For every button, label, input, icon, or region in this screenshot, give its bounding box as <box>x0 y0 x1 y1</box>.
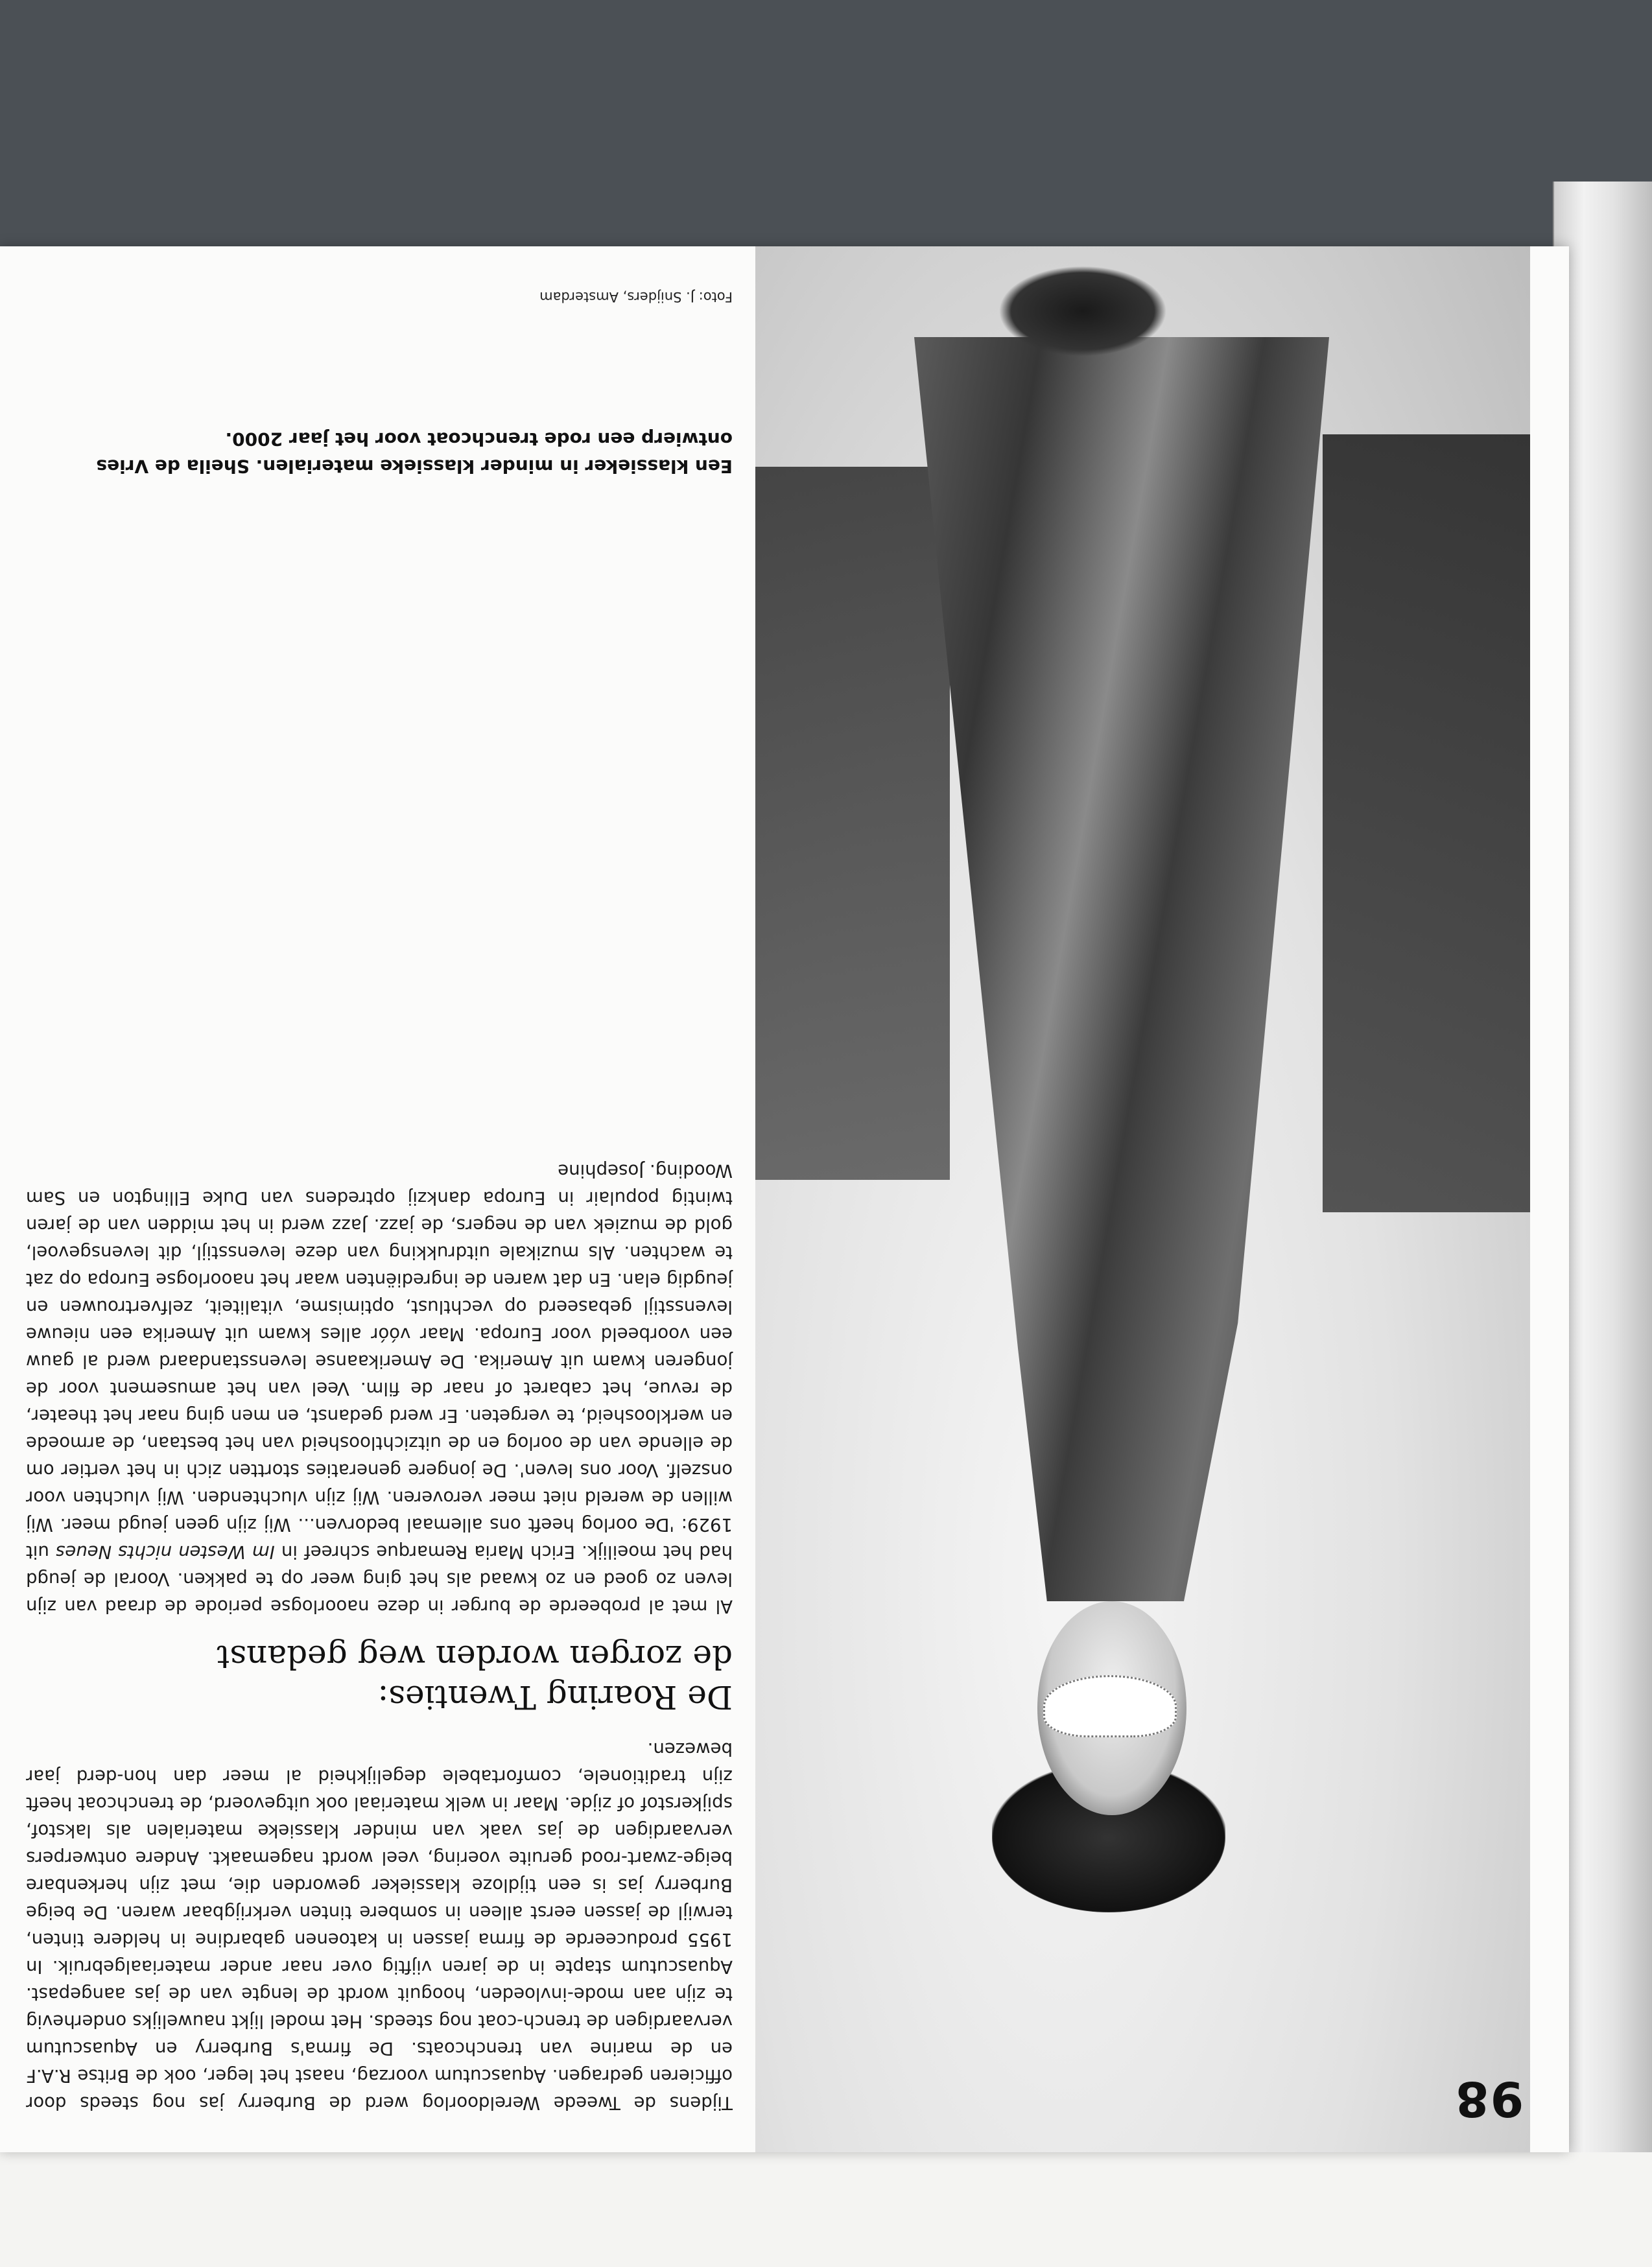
photo-audience-right <box>755 467 950 1180</box>
page-number: 98 <box>1454 2071 1524 2126</box>
text-column <box>26 1157 733 2117</box>
section-heading-line1: De Roaring Twenties: <box>377 1678 733 1716</box>
book-title: Im Westen nichts Neues <box>56 1542 275 1562</box>
magazine-page <box>0 246 1569 2152</box>
intro-paragraph: Tijdens de Tweede Wereldoorlog werd de Burberry jas nog steeds door officieren gedragen. Aquascutum voorzag, naast het leger, ook de Britse R.A.F en de marine van trenchcoats. De firma's Burberry en Aquascutum vervaardigen de trench-coat nog steeds. Het model lijkt nauwelijks onderhevig te zijn aan mode-invloeden, hooguit wordt de lengte van de jas aangepast. Aquascutum stapte in de jaren vijftig over naar ander materiaalgebruik. In 1955 produceerde de firma jassen in katoenen gabardine in heldere tinten, terwijl de jassen eerst alleen in sombere tinten verkrijgbaar waren. De beige Burberry jas is een tijdloze klassieker geworden die, met zijn herkenbare beige-zwart-rood geruite voering, veel wordt nagemaakt. Andere ontwerpers vervaardigen de jas vaak van minder klassieke materialen als lakstof, spijkerstof of zijde. Maar in welk materiaal ook uitgevoerd, de trenchcoat heeft zijn traditionele, comfortabele degelijkheid al meer dan hon-derd jaar bewezen. <box>26 1739 733 2113</box>
photo-shoes <box>998 266 1167 357</box>
body-text-part1: Al met al probeerde de burger in deze naoorlogse periode de draad van zijn leven zo goed en zo kwaad als het ging weer op te pakken. Vooral de jeugd had het moeilijk. Erich Maria Remarque schreef in <box>26 1542 733 1617</box>
photo-audience-left <box>1323 434 1530 1212</box>
page-content-rotated <box>0 246 1569 2152</box>
section-heading <box>26 1637 733 1717</box>
body-text-part2: uit 1929: 'De oorlog heeft ons allemaal bedorven... Wij zijn geen jeugd meer. Wij willen de wereld niet meer veroveren. Wij zijn vluchtenden. Wij vluchten voor onszelf. Voor ons leven'. De jongere generaties stortten zich in het vertier om de ellende van de oorlog en de uitzichtloosheid van het bestaan, de armoede en werkloosheid, te vergeten. Er werd gedanst, en men ging naar het theater, de revue, het cabaret of naar de film. Veel van het amusement voor de jongeren kwam uit Amerika. De Amerikaanse levensstandaard werd al gauw een voorbeeld voor Europa. Maar vóór alles kwam uit Amerika een nieuwe levensstijl gebaseerd op vechtlust, optimisme, vitaliteit, zelfvertrouwen en jeugdig elan. En dat waren de ingrediënten waar het naoorlogse Europa op zat te wachten. Als muzikale uitdrukking van deze levensstijl, dit levensgevoel, gold de muziek van de negers, de jazz. Jazz werd in het midden van de jaren twintig populair in Europa dankzij optredens van Duke Ellington en Sam Wooding. Josephine <box>26 1160 733 1562</box>
photo-caption: Een klassieker in minder klassieke materialen. Sheila de Vries ontwierp een rode trenchcoat voor het jaar 2000. <box>96 429 733 477</box>
fashion-photo <box>755 246 1530 2152</box>
photo-masquerade-mask <box>1043 1675 1177 1737</box>
scan-backdrop <box>0 0 1652 250</box>
photo-credit: Foto: J. Snijders, Amsterdam <box>539 289 733 305</box>
body-paragraph <box>26 1157 733 1620</box>
section-heading-line2: de zorgen worden weg gedanst <box>217 1638 733 1676</box>
